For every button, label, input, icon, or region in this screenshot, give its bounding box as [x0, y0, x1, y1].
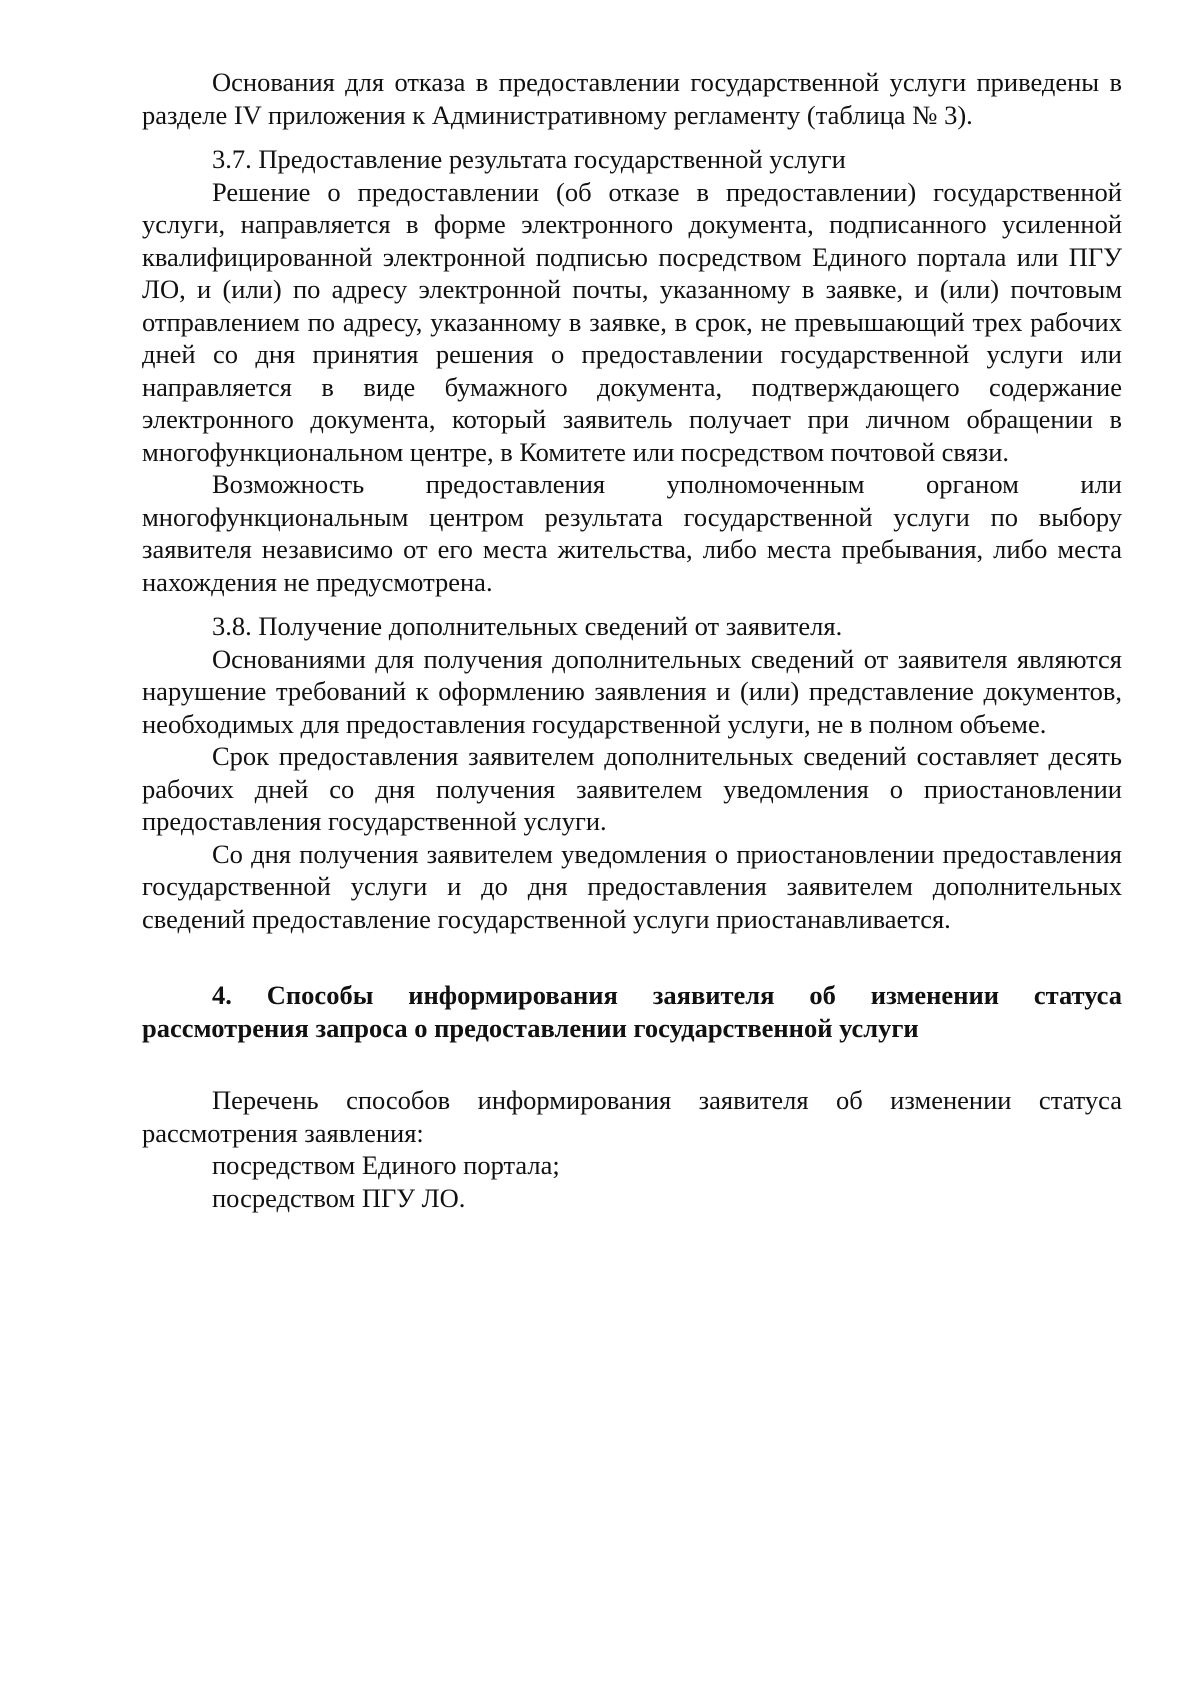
subsection-title-3-7: 3.7. Предоставление результата государственной услуги: [212, 144, 846, 174]
list-item-unified-portal: посредством Единого портала;: [212, 1150, 560, 1180]
section-heading-4: 4. Способы информирования заявителя об изменении статуса рассмотрения запроса о предоставлении государственной услуги: [142, 980, 1122, 1043]
subsection-title-3-8: 3.8. Получение дополнительных сведений от заявителя.: [212, 611, 843, 641]
document-page: [142, 66, 1122, 1214]
paragraph-notification-methods: Перечень способов информирования заявителя об изменении статуса рассмотрения заявления:: [142, 1085, 1122, 1148]
paragraph-suspension: Со дня получения заявителем уведомления о приостановлении предоставления государственной услуги и до дня предоставления заявителем дополнительных сведений предоставление государственной услуги приостанавливается.: [142, 838, 1122, 934]
list-item-pgu-lo: посредством ПГУ ЛО.: [212, 1182, 466, 1213]
paragraph-refusal-grounds: Основания для отказа в предоставлении государственной услуги приведены в разделе IV приложения к Административному регламенту (таблица № 3).: [142, 67, 1122, 130]
paragraph-result-delivery: Решение о предоставлении (об отказе в предоставлении) государственной услуги, направляется в форме электронного документа, подписанного усиленной квалифицированной электронной подписью посредством Единого портала или ПГУ ЛО, и (или) по адресу электронной почты, указанному в заявке, и (или) почтовым отправлением по адресу, указанному в заявке, в срок, не превышающий трех рабочих дней со дня принятия решения о предоставлении государственной услуги или направляется в виде бумажного документа, подтверждающего содержание электронного документа, который заявитель получает при личном обращении в многофункциональном центре, в Комитете или посредством почтовой связи.: [142, 176, 1122, 467]
paragraph-result-choice: Возможность предоставления уполномоченным органом или многофункциональным центром результата государственной услуги по выбору заявителя независимо от его места жительства, либо места пребывания, либо места нахождения не предусмотрена.: [142, 469, 1122, 597]
paragraph-additional-info-grounds: Основаниями для получения дополнительных сведений от заявителя являются нарушение требований к оформлению заявления и (или) представление документов, необходимых для предоставления государственной услуги, не в полном объеме.: [142, 643, 1122, 739]
paragraph-additional-info-deadline: Срок предоставления заявителем дополнительных сведений составляет десять рабочих дней со дня получения заявителем уведомления о приостановлении предоставления государственной услуги.: [142, 741, 1122, 836]
